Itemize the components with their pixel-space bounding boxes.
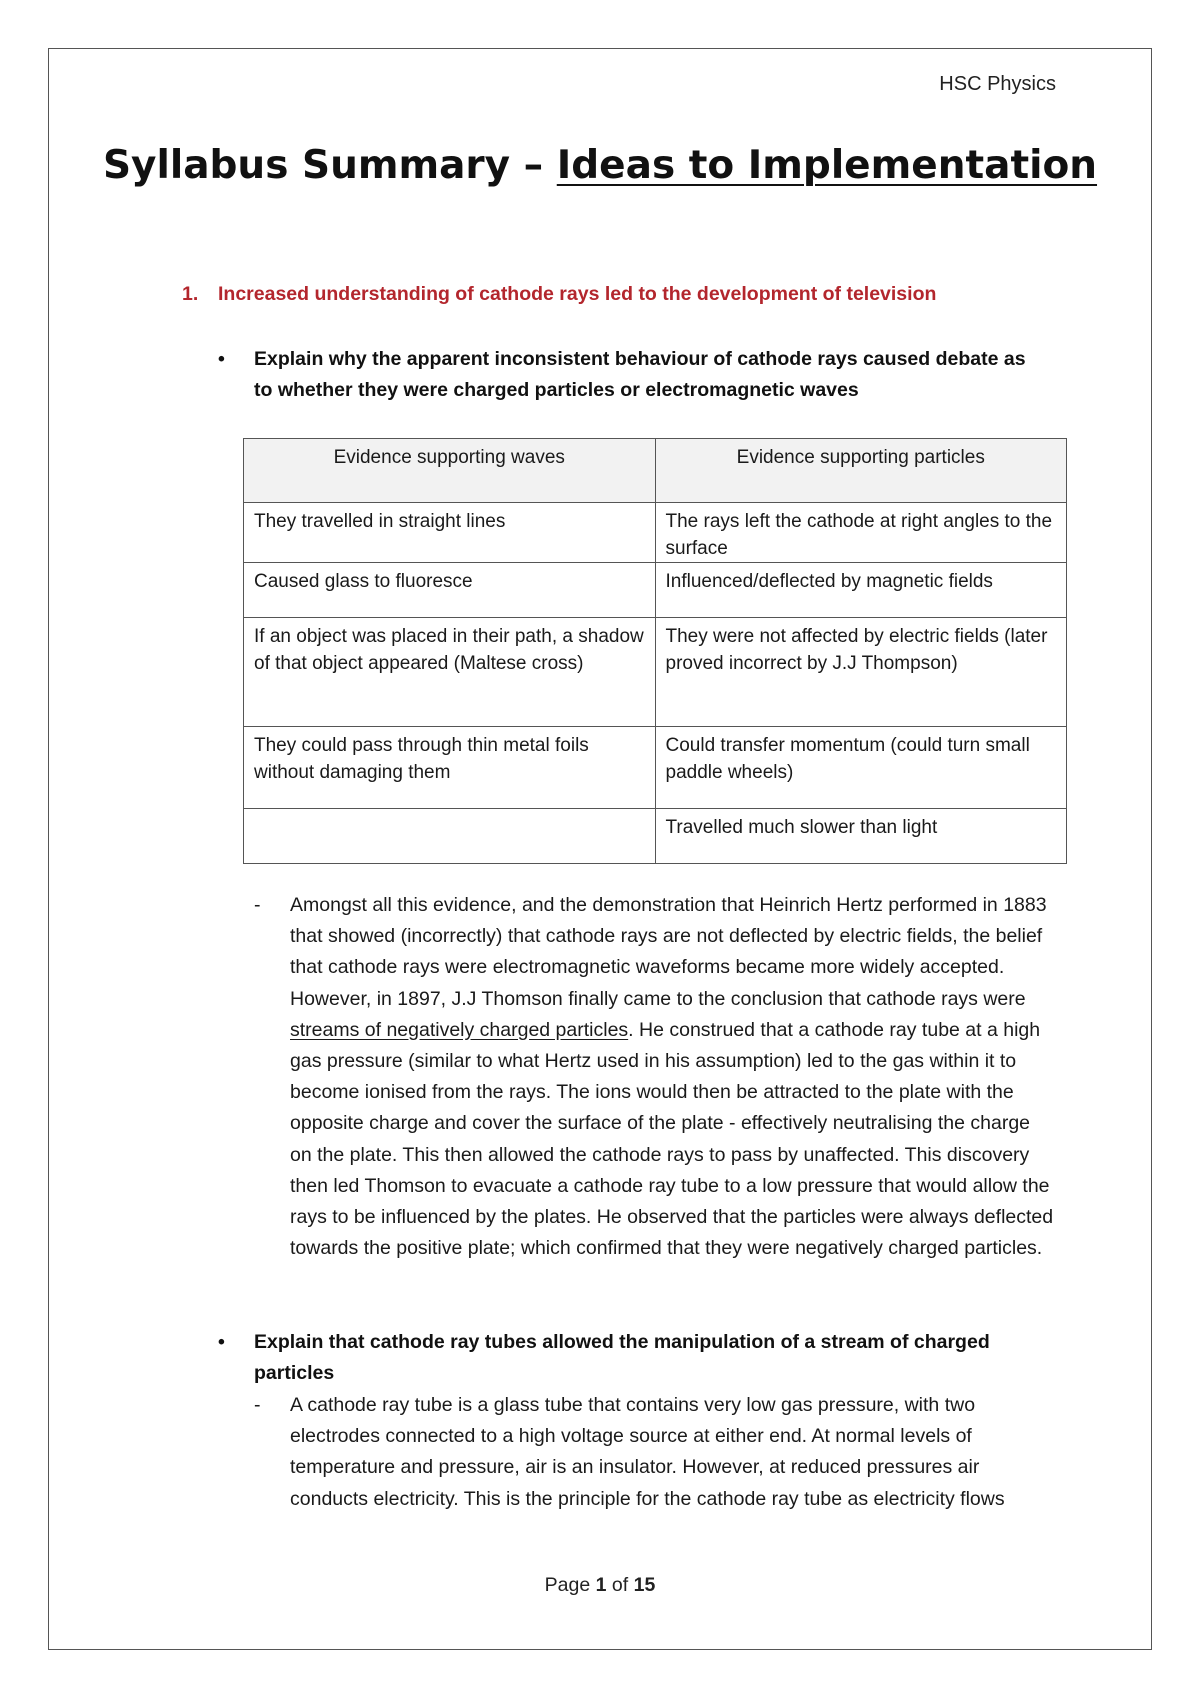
explanation-paragraph xyxy=(254,890,1054,1264)
table-cell: They travelled in straight lines xyxy=(244,503,656,563)
title-prefix: Syllabus Summary – xyxy=(102,143,557,188)
table-cell: Could transfer momentum (could turn small paddle wheels) xyxy=(655,727,1067,809)
bullet-icon: • xyxy=(218,1331,225,1353)
table-row xyxy=(244,727,1067,809)
table-cell: The rays left the cathode at right angles to the surface xyxy=(655,503,1067,563)
table-cell: They were not affected by electric fields (later proved incorrect by J.J Thompson) xyxy=(655,618,1067,727)
table-cell xyxy=(244,809,656,864)
page-title xyxy=(0,143,1200,188)
header-waves: Evidence supporting waves xyxy=(244,439,656,503)
table-row xyxy=(244,618,1067,727)
paragraph-text-before: Amongst all this evidence, and the demonstration that Heinrich Hertz performed in 1883 that showed (incorrectly) that cathode rays are not deflected by electric fields, the belief that cathode rays were electromagnetic waveforms became more widely accepted. However, in 1897, J.J Thomson finally came to the conclusion that cathode rays were xyxy=(290,894,1047,1010)
dash-marker: - xyxy=(254,894,261,916)
table-cell: They could pass through thin metal foils without damaging them xyxy=(244,727,656,809)
section-heading xyxy=(182,283,936,306)
footer-current-page: 1 xyxy=(595,1574,607,1596)
paragraph-text: A cathode ray tube is a glass tube that contains very low gas pressure, with two electrodes connected to a high voltage source at either end. At normal levels of temperature and pressure, air is an insulator. However, at reduced pressures air conducts electricity. This is the principle for the cathode ray tube as electricity flows xyxy=(290,1394,1005,1510)
table-cell: If an object was placed in their path, a shadow of that object appeared (Maltese cross) xyxy=(244,618,656,727)
paragraph-underlined-phrase: streams of negatively charged particles xyxy=(290,1018,629,1041)
footer-total-pages: 15 xyxy=(633,1574,656,1596)
table-cell: Influenced/deflected by magnetic fields xyxy=(655,563,1067,618)
bullet-point xyxy=(218,1327,1048,1389)
evidence-table xyxy=(243,438,1067,864)
running-header: HSC Physics xyxy=(939,73,1056,95)
footer-page-word: Page xyxy=(544,1574,596,1596)
table-row xyxy=(244,503,1067,563)
paragraph-text-after: . He construed that a cathode ray tube at a high gas pressure (similar to what Hertz used in his assumption) led to the gas within it to become ionised from the rays. The ions would then be attracted to the plate with the opposite charge and cover the surface of the plate - effectively neutralising the charge on the plate. This then allowed the cathode rays to pass by unaffected. This discovery then led Thomson to evacuate a cathode ray tube to a low pressure that would allow the rays to be influenced by the plates. He observed that the particles were always deflected towards the positive plate; which confirmed that they were negatively charged particles. xyxy=(290,1018,1054,1260)
paragraph-text xyxy=(290,890,1054,1264)
table-row xyxy=(244,809,1067,864)
dash-marker: - xyxy=(254,1394,261,1416)
bullet-point xyxy=(218,344,1048,406)
footer-of-word: of xyxy=(606,1574,634,1596)
table-cell: Caused glass to fluoresce xyxy=(244,563,656,618)
table-row xyxy=(244,563,1067,618)
explanation-paragraph xyxy=(254,1390,1054,1515)
table-header-row xyxy=(244,439,1067,503)
bullet-text: Explain why the apparent inconsistent behaviour of cathode rays caused debate as to whether they were charged particles or electromagnetic waves xyxy=(254,348,1026,401)
bullet-icon: • xyxy=(218,348,225,370)
table-cell: Travelled much slower than light xyxy=(655,809,1067,864)
header-particles: Evidence supporting particles xyxy=(655,439,1067,503)
section-heading-text: Increased understanding of cathode rays led to the development of television xyxy=(218,283,937,305)
title-underlined: Ideas to Implementation xyxy=(556,143,1098,188)
section-number: 1. xyxy=(182,283,199,305)
page-footer xyxy=(0,1574,1200,1597)
bullet-text: Explain that cathode ray tubes allowed the manipulation of a stream of charged particles xyxy=(254,1331,990,1384)
